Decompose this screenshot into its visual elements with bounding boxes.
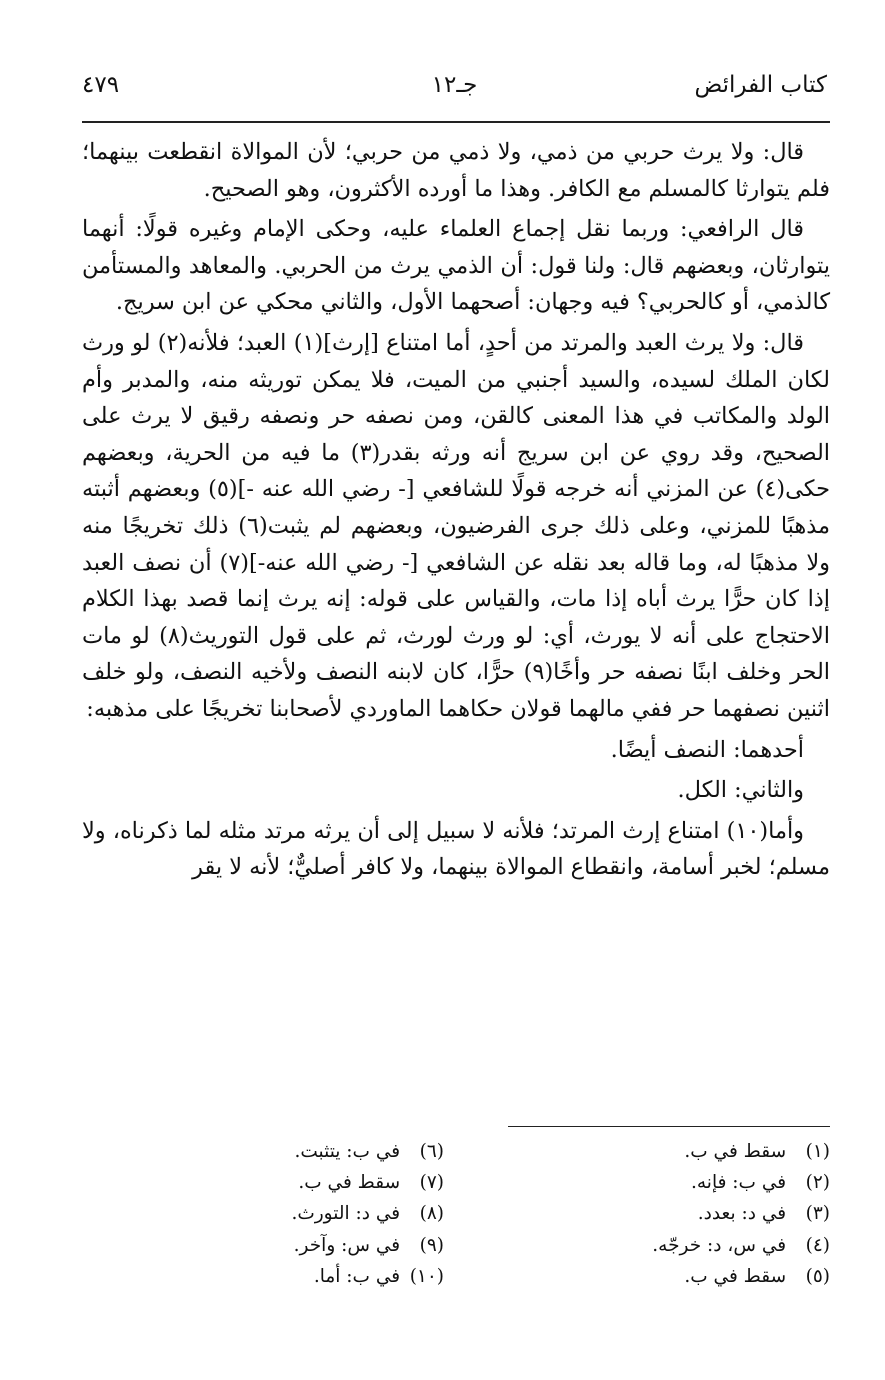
footnote — [74, 1230, 444, 1261]
footnote — [460, 1136, 830, 1167]
book-title: كتاب الفرائض — [694, 72, 827, 98]
paragraph: قال الرافعي: وربما نقل إجماع العلماء عليه، وحكى الإمام وغيره قولًا: أنهما يتوارثان، وبعضهم قال: ولنا قول: أن الذمي يرث من الحربي. والمعاهد والمستأمن كالذمي، أو كالحربي؟ فيه وجهان: أصحهما الأول، والثاني محكي عن ابن سريج. — [82, 216, 830, 316]
running-header — [82, 68, 827, 108]
footnote-text: سقط في ب. — [298, 1172, 401, 1194]
footnote — [74, 1136, 444, 1167]
footnote-text: في ب: أما. — [313, 1265, 401, 1287]
footnote-text: في ب: يتثبت. — [294, 1141, 401, 1162]
paragraph: وأما(١٠) امتناع إرث المرتد؛ فلأنه لا سبيل إلى أن يرثه مرتد مثله لما ذكرناه، ولا مسلم؛ لخبر أسامة، وانقطاع الموالاة بينهما، ولا كافر أصليٌّ؛ لأنه لا يقر — [82, 817, 830, 881]
paragraph: والثاني: الكل. — [677, 777, 804, 804]
footnote — [460, 1167, 830, 1198]
footnote-text: في س: وآخر. — [293, 1234, 401, 1256]
footnotes-column-left — [74, 1136, 444, 1292]
main-text — [82, 134, 830, 890]
footnote — [460, 1230, 830, 1261]
footnotes — [82, 1136, 830, 1306]
volume-label: جـ١٢ — [431, 72, 478, 98]
footnote-rule — [508, 1126, 830, 1127]
page-number: ٤٧٩ — [82, 72, 120, 98]
footnote-text: في ب: فإنه. — [691, 1172, 787, 1194]
footnote — [460, 1198, 830, 1229]
header-rule — [82, 121, 830, 123]
footnote-number: (٥) — [805, 1265, 830, 1287]
footnote-number: (٩) — [419, 1234, 444, 1256]
footnote-number: (١) — [805, 1141, 830, 1162]
paragraph: قال: ولا يرث العبد والمرتد من أحدٍ، أما امتناع [إرث](١) العبد؛ فلأنه(٢) لو ورث لكان الملك لسيده، والسيد أجنبي من الميت، فلا يمكن توريثه منه، والمدبر وأم الولد والمكاتب في هذا المعنى كالقن، ومن نصفه حر ونصفه رقيق لا يرث على الصحيح، وقد روي عن ابن سريج أنه ورثه بقدر(٣) ما فيه من الحرية، وبعضهم حكى(٤) عن المزني أنه خرجه قولًا للشافعي [- رضي الله عنه -](٥) وبعضهم أثبته مذهبًا للمزني، وعلى ذلك جرى الفرضيون، وبعضهم لم يثبت(٦) ذلك تخريجًا منه ولا مذهبًا له، وما قاله بعد نقله عن الشافعي [- رضي الله عنه-](٧) أن نصف العبد إذا كان حرًّا يرث أباه إذا مات، والقياس على قوله: إنه يرث إنما قصد بهذا الكلام الاحتجاج على أنه لا يورث، أي: لو ورث لورث، ثم على قول التوريث(٨) لو مات الحر وخلف ابنًا نصفه حر وأخًا(٩) حرًّا، كان لابنه النصف ولأخيه النصف، ولو خلف اثنين نصفهما حر ففي مالهما قولان حكاهما الماوردي لأصحابنا تخريجًا على مذهبه: — [82, 329, 830, 722]
footnote — [74, 1261, 444, 1292]
footnotes-column-right — [460, 1136, 830, 1292]
footnote — [74, 1198, 444, 1229]
footnote — [460, 1261, 830, 1292]
paragraph: قال: ولا يرث حربي من ذمي، ولا ذمي من حربي؛ لأن الموالاة انقطعت بينهما؛ فلم يتوارثا كالمسلم مع الكافر. وهذا ما أورده الأكثرون، وهو الصحيح. — [82, 139, 830, 202]
footnote — [74, 1167, 444, 1198]
footnote-number: (٨) — [419, 1203, 444, 1225]
footnote-text: في د: التورث. — [291, 1203, 401, 1225]
footnote-text: سقط في ب. — [684, 1265, 787, 1287]
footnote-text: في د: بعدد. — [697, 1203, 787, 1225]
footnote-number: (١٠) — [409, 1265, 444, 1287]
footnote-number: (٢) — [805, 1172, 830, 1194]
footnote-number: (٤) — [805, 1234, 830, 1256]
footnote-text: سقط في ب. — [684, 1141, 787, 1162]
footnote-number: (٣) — [805, 1203, 830, 1225]
footnote-number: (٧) — [419, 1172, 444, 1194]
paragraph: أحدهما: النصف أيضًا. — [610, 736, 804, 763]
footnote-number: (٦) — [419, 1141, 444, 1162]
footnote-text: في س، د: خرجّه. — [652, 1234, 787, 1256]
